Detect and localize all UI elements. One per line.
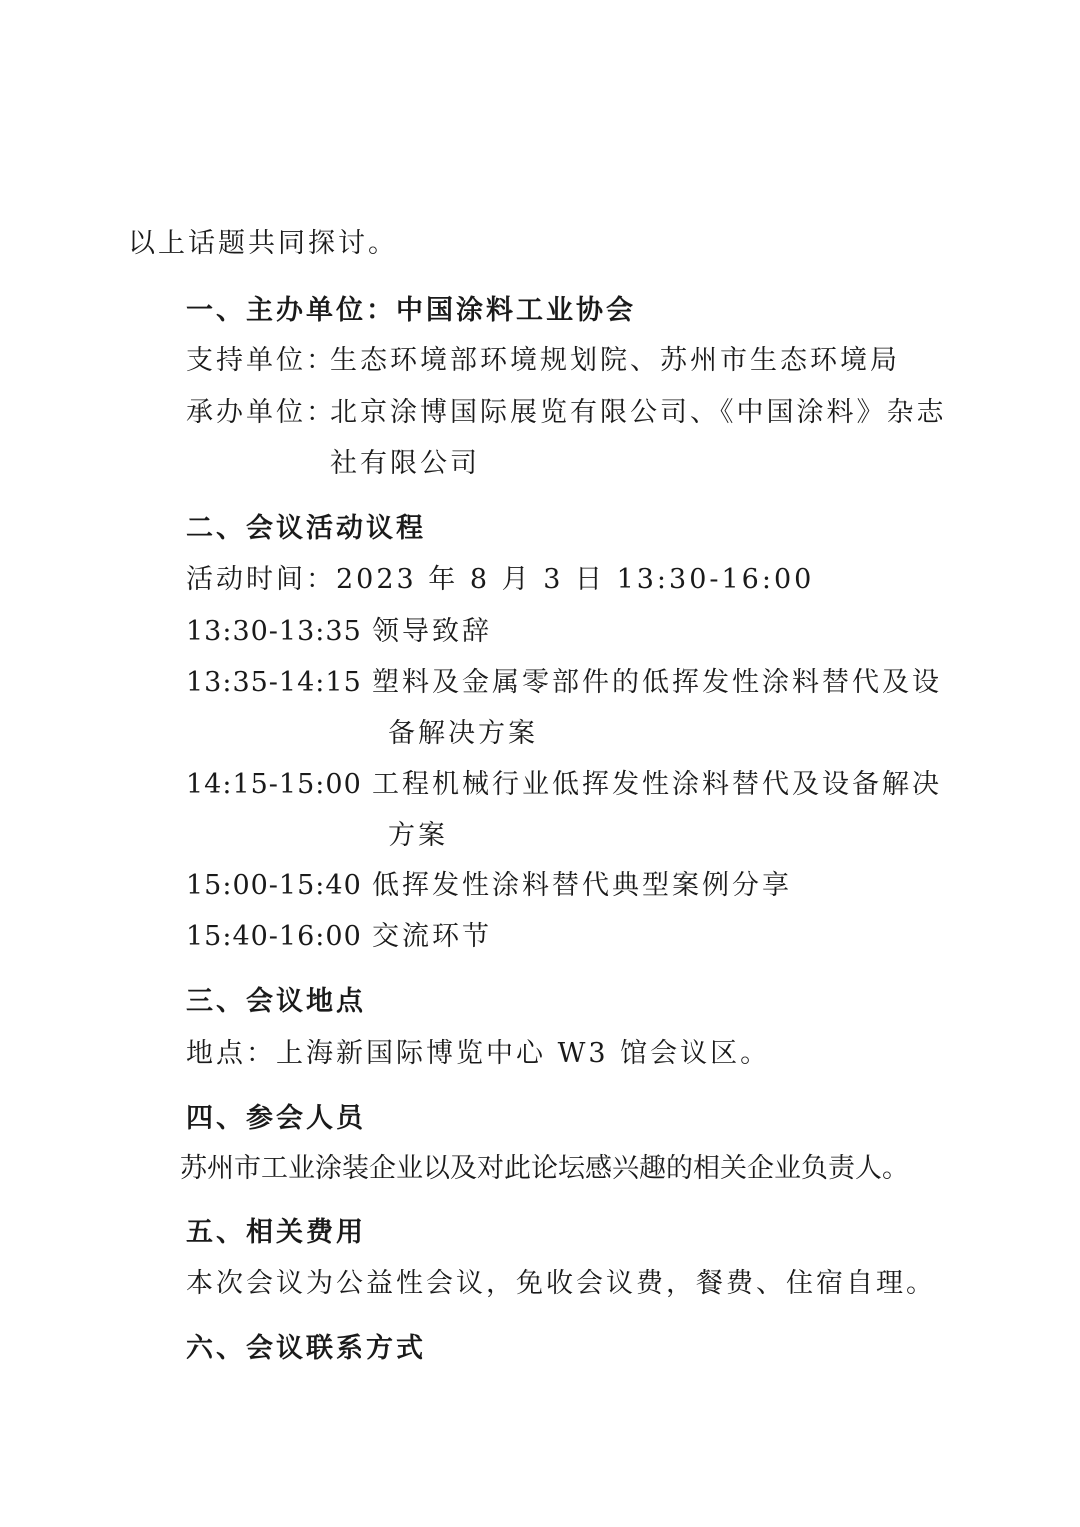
fees-text: 本次会议为公益性会议，免收会议费，餐费、住宿自理。 [186, 1268, 936, 1299]
host-value-line1: 北京涂博国际展览有限公司、《中国涂料》杂志 [330, 397, 947, 428]
section2-heading: 二、会议活动议程 [186, 513, 426, 544]
agenda-item-continuation: 方案 [388, 820, 448, 851]
host-value-line2: 社有限公司 [330, 448, 480, 479]
support-label: 支持单位： [186, 345, 336, 376]
agenda-item: 低挥发性涂料替代典型案例分享 [372, 870, 792, 901]
agenda-time: 13:35-14:15 [186, 667, 362, 698]
agenda-item: 领导致辞 [372, 616, 492, 647]
location-text: 地点：上海新国际博览中心 W3 馆会议区。 [186, 1038, 771, 1069]
activity-time: 活动时间：2023 年 8 月 3 日 13:30-16:00 [186, 564, 815, 595]
section5-heading: 五、相关费用 [186, 1217, 366, 1248]
section4-heading: 四、参会人员 [186, 1103, 366, 1134]
support-value: 生态环境部环境规划院、苏州市生态环境局 [330, 345, 900, 376]
section6-heading: 六、会议联系方式 [186, 1333, 426, 1364]
section1-heading: 一、主办单位：中国涂料工业协会 [186, 295, 636, 326]
agenda-time: 14:15-15:00 [186, 769, 362, 800]
agenda-time: 13:30-13:35 [186, 616, 362, 647]
agenda-time: 15:00-15:40 [186, 870, 362, 901]
host-label: 承办单位： [186, 397, 336, 428]
agenda-time: 15:40-16:00 [186, 921, 362, 952]
agenda-item: 塑料及金属零部件的低挥发性涂料替代及设 [372, 667, 942, 698]
agenda-item-continuation: 备解决方案 [388, 718, 538, 749]
section3-heading: 三、会议地点 [186, 986, 366, 1017]
agenda-item: 交流环节 [372, 921, 492, 952]
attendees-text: 苏州市工业涂装企业以及对此论坛感兴趣的相关企业负责人。 [180, 1153, 909, 1184]
intro-tail-text: 以上话题共同探讨。 [128, 228, 398, 259]
agenda-item: 工程机械行业低挥发性涂料替代及设备解决 [372, 769, 942, 800]
